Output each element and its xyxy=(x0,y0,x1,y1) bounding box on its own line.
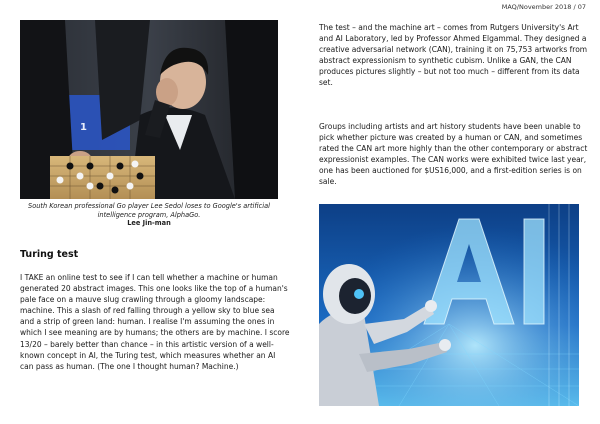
body-text-left: I TAKE an online test to see if I can tell whether a machine or human generated 20 abstract images. This one looks like the top of a human's pale face on a mauve slug crawling through a gloomy landscape: machine. This a slash of red falling through a yellow sky to blue sea and a strip of green land: human. I realise I'm assuming the ones in which I see meaning are by humans; the others are by machine. I score 13/20 – barely better than chance – in this artistic version of a well-known concept in AI, the Turing test, which measures whether an AI can pass as human. (The one I thought human? Machine.) xyxy=(20,273,290,371)
body-text-right-paragraph-2: Groups including artists and art history students have been unable to pick whether picture was created by a human or CAN, and sometimes rated the CAN art more highly than the other contemporary or abstract expressionist examples. The CAN works were exhibited twice last year, one has been auctioned for $US16,000, and a first-edition series is on sale. xyxy=(319,122,588,187)
section-heading-turing-test: Turing test xyxy=(20,249,79,260)
robot-ai-photo xyxy=(319,204,579,406)
body-text-right-paragraph-1: The test – and the machine art – comes from Rutgers University's Art and AI Laboratory, led by Professor Ahmed Elgammal. They designed a creative adversarial network (CAN), training it on 75,753 artworks from abstract expressionism to synthetic cubism. Unlike a GAN, the CAN produces pictures slightly – but not too much – different from its data set. xyxy=(319,23,588,88)
photo-caption-text: South Korean professional Go player Lee Sedol loses to Google's artificial intelligence program, AlphaGo. xyxy=(28,202,270,219)
page-issue-header: MAQ/November 2018 / 07 xyxy=(501,3,586,11)
photo-credit: Lee Jin-man xyxy=(127,219,171,228)
go-player-photo xyxy=(20,20,278,199)
go-player-photo-icon xyxy=(20,20,278,199)
photo-caption xyxy=(20,202,278,228)
robot-ai-photo-icon xyxy=(319,204,579,406)
svg-text:1: 1 xyxy=(80,122,87,133)
